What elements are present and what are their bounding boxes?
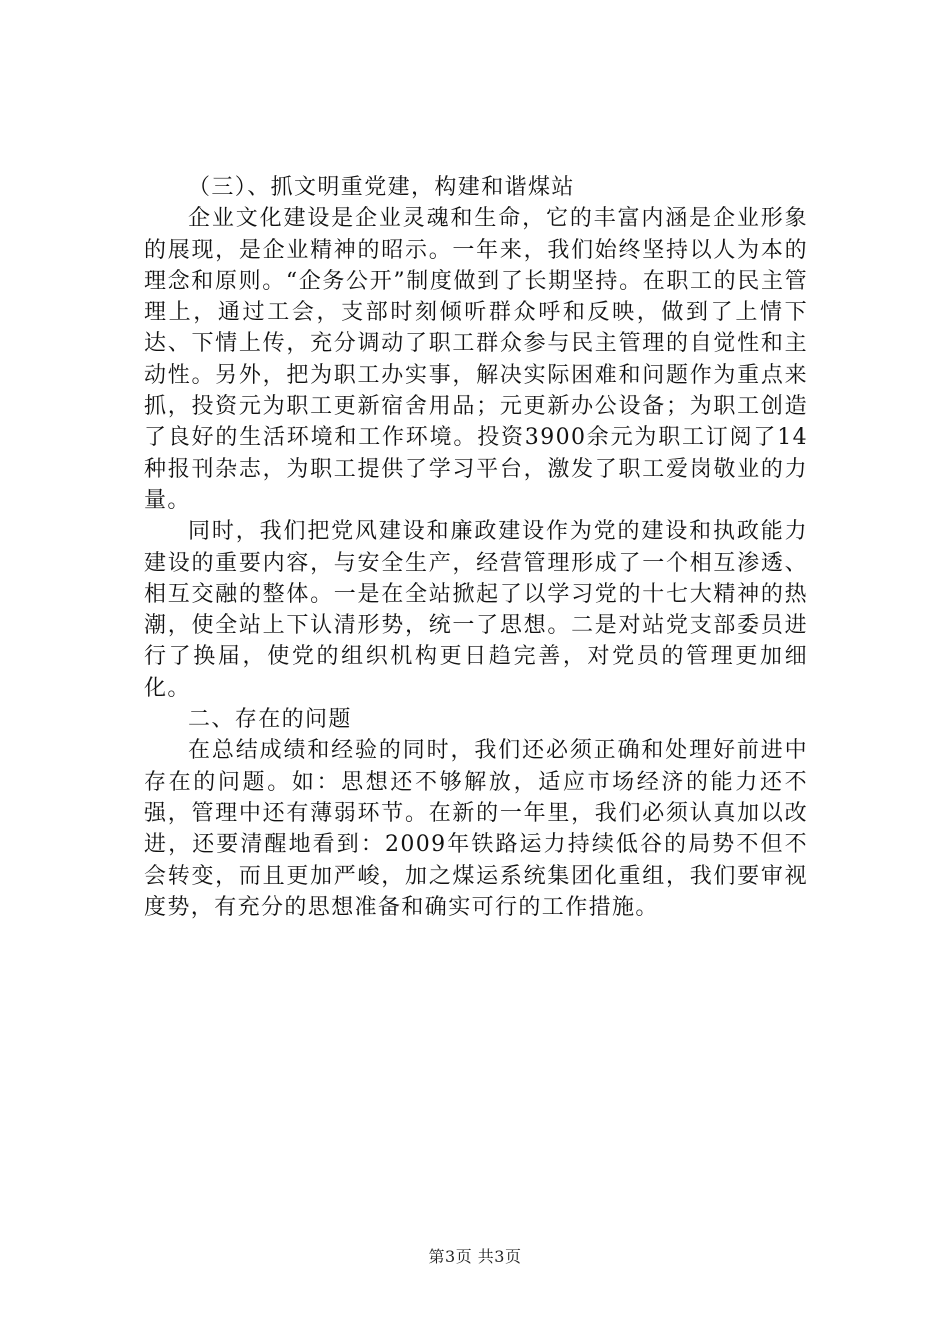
paragraph-party-building: 同时，我们把党风建设和廉政建设作为党的建设和执政能力建设的重要内容，与安全生产，经营管理形成了一个相互渗透、相互交融的整体。一是在全站掀起了以学习党的十七大精神的热潮，使全站上下认清形势，统一了思想。二是对站党支部委员进行了换届，使党的组织机构更日趋完善，对党员的管理更加细化。 (144, 519, 808, 701)
document-body (144, 172, 808, 923)
page-number-footer: 第3页 共3页 (428, 1247, 522, 1266)
paragraph-existing-problems: 在总结成绩和经验的同时，我们还必须正确和处理好前进中存在的问题。如：思想还不够解放，适应市场经济的能力还不强，管理中还有薄弱环节。在新的一年里，我们必须认真加以改进，还要清醒地看到：2009年铁路运力持续低谷的局势不但不会转变，而且更加严峻，加之煤运系统集团化重组，我们要审视度势，有充分的思想准备和确实可行的工作措施。 (144, 738, 808, 920)
section-heading-civilization: （三）、抓文明重党建，构建和谐煤站 (188, 175, 575, 200)
paragraph-enterprise-culture: 企业文化建设是企业灵魂和生命，它的丰富内涵是企业形象的展现，是企业精神的昭示。一年来，我们始终坚持以人为本的理念和原则。“企务公开”制度做到了长期坚持。在职工的民主管理上，通过工会，支部时刻倾听群众呼和反映，做到了上情下达、下情上传，充分调动了职工群众参与民主管理的自觉性和主动性。另外，把为职工办实事，解决实际困难和问题作为重点来抓，投资元为职工更新宿舍用品；元更新办公设备；为职工创造了良好的生活环境和工作环境。投资3900余元为职工订阅了14种报刊杂志，为职工提供了学习平台，激发了职工爱岗敬业的力量。 (144, 206, 808, 513)
section-heading-problems: 二、存在的问题 (188, 707, 352, 733)
